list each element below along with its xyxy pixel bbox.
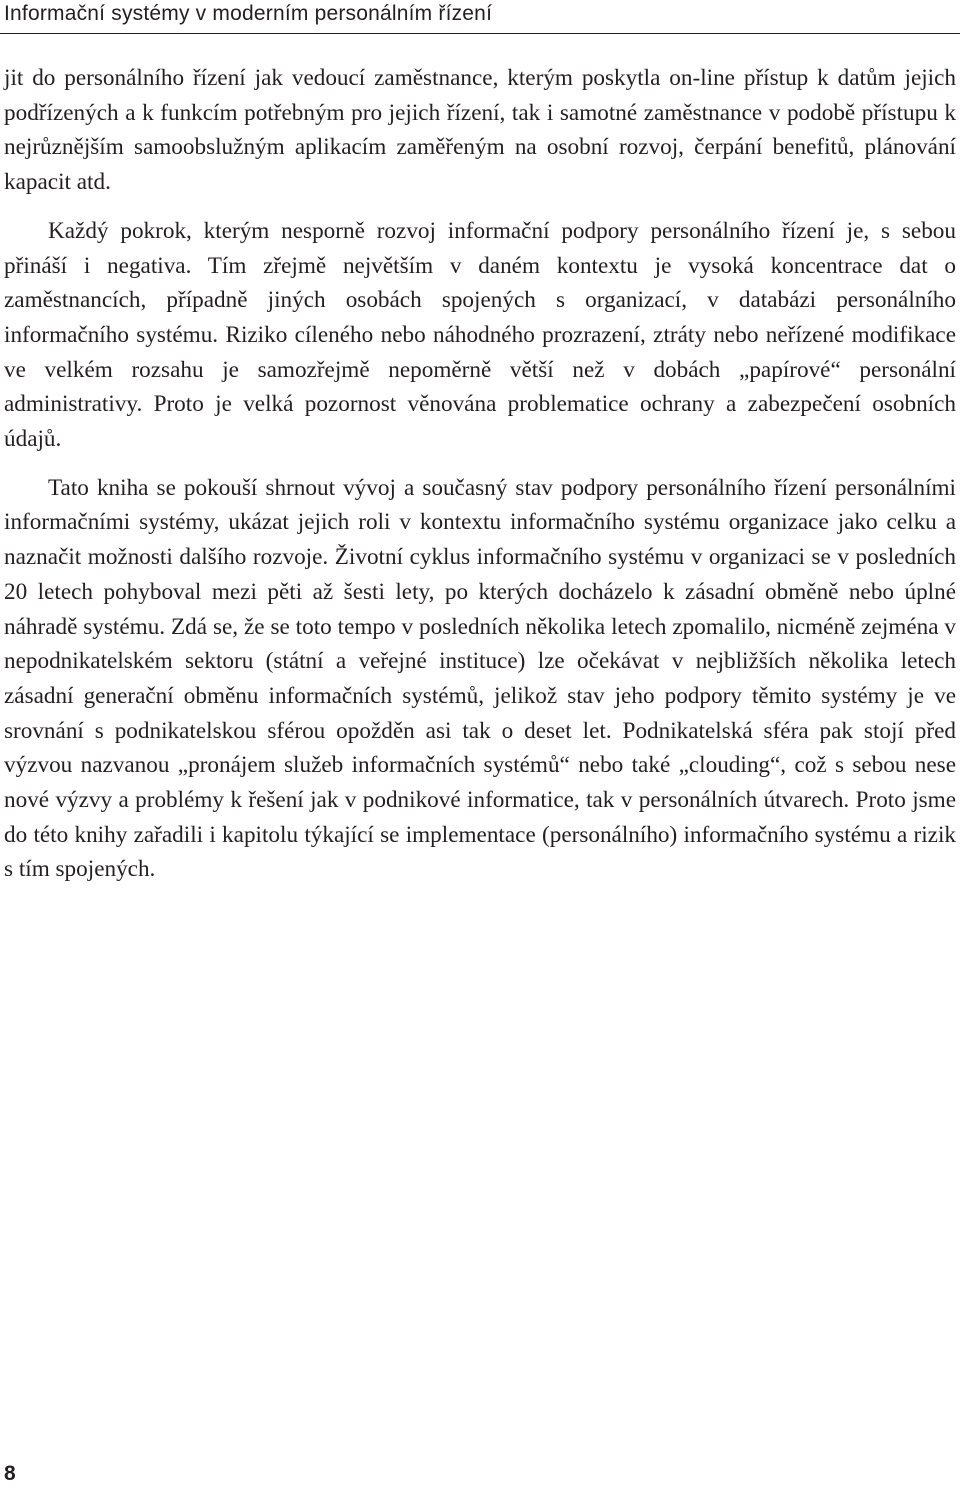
paragraph: Tato kniha se pokouší shrnout vývoj a současný stav podpory personálního řízení personálními informačními systémy, ukázat jejich roli v kontextu informačního systému organizace jako celku a naznačit možnosti dalšího rozvoje. Životní cyklus informačního systému v organizaci se v posledních 20 letech pohyboval mezi pěti až šesti lety, po kterých docházelo k zásadní obměně nebo úplné náhradě systému. Zdá se, že se toto tempo v posledních několika letech zpomalilo, nicméně zejména v nepodnikatelském sektoru (státní a veřejné instituce) lze očekávat v nejbližších několika letech zásadní generační obměnu informačních systémů, jelikož stav jeho podpory těmito systémy je ve srovnání s podnikatelskou sférou opožděn asi tak o deset let. Podnikatelská sféra pak stojí před výzvou nazvanou „pronájem služeb informačních systémů“ nebo také „clouding“, což s sebou nese nové výzvy a problémy k řešení jak v podnikové informatice, tak v personálních útvarech. Proto jsme do této knihy zařadili i kapitolu týkající se implementace (personálního) informačního systému a rizik s tím spojených.	[4, 474, 956, 883]
page-number: 8	[4, 1462, 16, 1485]
header-rule	[0, 33, 960, 34]
running-head: Informační systémy v moderním personálním řízení	[4, 2, 493, 25]
paragraph: Každý pokrok, kterým nesporně rozvoj informační podpory personálního řízení je, s sebou přináší i negativa. Tím zřejmě největším v daném kontextu je vysoká koncentrace dat o zaměstnancích, případně jiných osobách spojených s organizací, v databázi personálního informačního systému. Riziko cíleného nebo náhodného prozrazení, ztráty nebo neřízené modifikace ve velkém rozsahu je samozřejmě nepoměrně větší než v dobách „papírové“ personální administrativy. Proto je velká pozornost věnována problematice ochrany a zabezpečení osobních údajů.	[4, 217, 956, 453]
paragraph-continuation: jit do personálního řízení jak vedoucí zaměstnance, kterým poskytla on-line přístup k datům jejich podřízených a k funkcím potřebným pro jejich řízení, tak i samotné zaměstnance v podobě přístupu k nejrůznějším samoobslužným aplikacím zaměřeným na osobní rozvoj, čerpání benefitů, plánování kapacit atd.	[4, 65, 956, 196]
body-text	[4, 61, 956, 887]
